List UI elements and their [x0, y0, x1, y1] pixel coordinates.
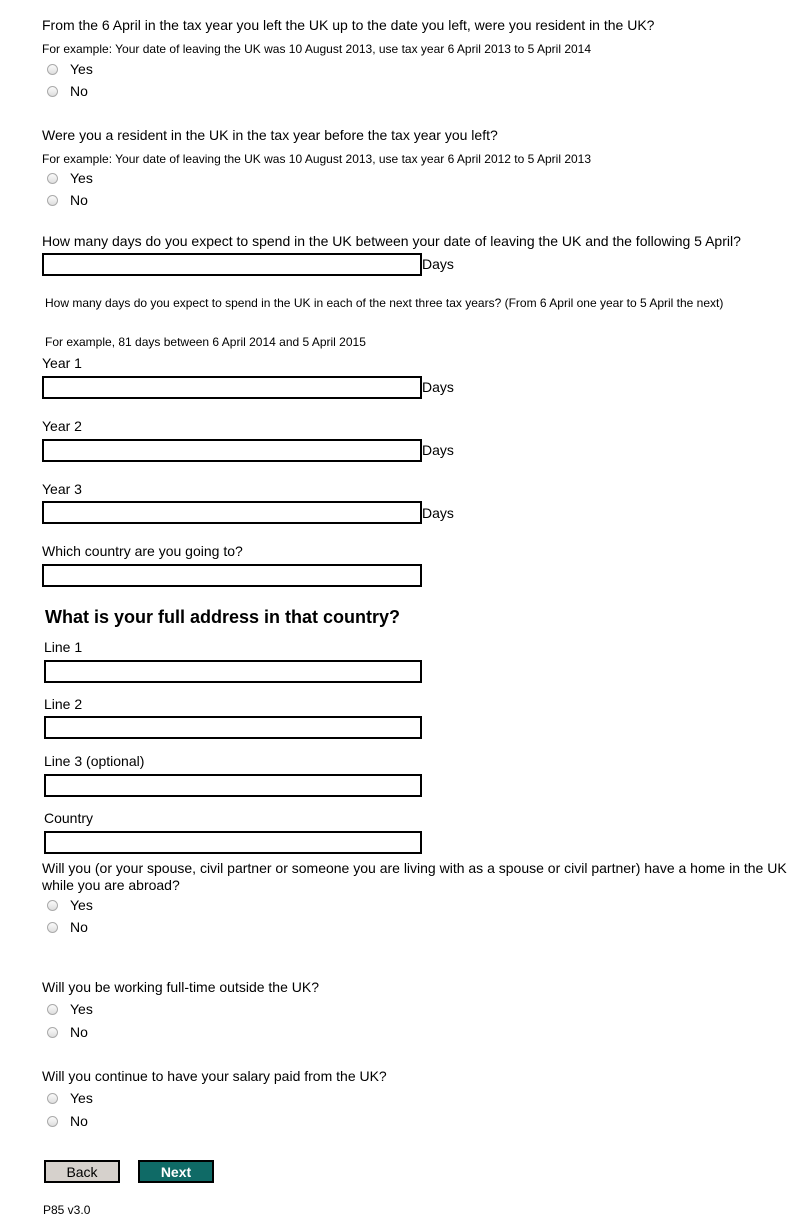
q8-question: Will you continue to have your salary paid from the UK?	[42, 1068, 387, 1084]
radio-button[interactable]	[47, 1116, 58, 1127]
q8-option-yes[interactable]	[47, 1088, 93, 1108]
q8-radio-group	[47, 1088, 93, 1131]
days-unit-label: Days	[422, 505, 454, 521]
q4-question: How many days do you expect to spend in the UK in each of the next three tax years? (From 6 April one year to 5 April the next)	[45, 296, 724, 310]
year1-days-input[interactable]	[42, 376, 422, 399]
q6-radio-group	[47, 895, 93, 937]
q7-option-yes[interactable]	[47, 999, 93, 1019]
q4-hint: For example, 81 days between 6 April 2014 and 5 April 2015	[45, 335, 366, 349]
q1-option-no[interactable]	[47, 81, 93, 101]
q1-hint: For example: Your date of leaving the UK was 10 August 2013, use tax year 6 April 2013 to 5 April 2014	[42, 42, 592, 56]
q2-radio-group	[47, 168, 93, 210]
option-label: No	[70, 1024, 88, 1040]
address-heading: What is your full address in that country?	[45, 607, 401, 627]
radio-button[interactable]	[47, 195, 58, 206]
address-line1-label: Line 1	[44, 639, 83, 655]
q1-option-yes[interactable]	[47, 59, 93, 79]
q2-hint: For example: Your date of leaving the UK was 10 August 2013, use tax year 6 April 2012 to 5 April 2013	[42, 152, 592, 166]
days-unit-label: Days	[422, 442, 454, 458]
radio-button[interactable]	[47, 922, 58, 933]
option-label: Yes	[70, 61, 93, 77]
back-button[interactable]: Back	[44, 1160, 120, 1183]
destination-country-input[interactable]	[42, 564, 422, 587]
address-line3-input[interactable]	[44, 774, 422, 797]
address-country-label: Country	[44, 810, 94, 826]
address-line1-input[interactable]	[44, 660, 422, 683]
q1-question: From the 6 April in the tax year you left the UK up to the date you left, were you resident in the UK?	[42, 17, 655, 33]
option-label: No	[70, 919, 88, 935]
option-label: Yes	[70, 1001, 93, 1017]
q8-option-no[interactable]	[47, 1111, 93, 1131]
q2-option-no[interactable]	[47, 190, 93, 210]
q2-option-yes[interactable]	[47, 168, 93, 188]
radio-button[interactable]	[47, 1093, 58, 1104]
address-line3-label: Line 3 (optional)	[44, 753, 145, 769]
year3-days-input[interactable]	[42, 501, 422, 524]
version-label: P85 v3.0	[43, 1203, 91, 1217]
q7-radio-group	[47, 999, 93, 1042]
address-country-input[interactable]	[44, 831, 422, 854]
year3-label: Year 3	[42, 481, 82, 497]
q5-question: Which country are you going to?	[42, 543, 243, 559]
year2-days-input[interactable]	[42, 439, 422, 462]
option-label: No	[70, 83, 88, 99]
q2-question: Were you a resident in the UK in the tax year before the tax year you left?	[42, 127, 498, 143]
radio-button[interactable]	[47, 900, 58, 911]
radio-button[interactable]	[47, 173, 58, 184]
option-label: No	[70, 192, 88, 208]
q7-option-no[interactable]	[47, 1022, 93, 1042]
days-unit-label: Days	[422, 256, 454, 272]
next-button[interactable]: Next	[138, 1160, 214, 1183]
radio-button[interactable]	[47, 86, 58, 97]
year2-label: Year 2	[42, 418, 82, 434]
option-label: Yes	[70, 1090, 93, 1106]
address-line2-label: Line 2	[44, 696, 83, 712]
option-label: No	[70, 1113, 88, 1129]
days-before-april-input[interactable]	[42, 253, 422, 276]
q7-question: Will you be working full-time outside the UK?	[42, 979, 320, 995]
q6-option-yes[interactable]	[47, 895, 93, 915]
option-label: Yes	[70, 170, 93, 186]
option-label: Yes	[70, 897, 93, 913]
radio-button[interactable]	[47, 64, 58, 75]
q1-radio-group	[47, 59, 93, 101]
radio-button[interactable]	[47, 1027, 58, 1038]
radio-button[interactable]	[47, 1004, 58, 1015]
q3-question: How many days do you expect to spend in the UK between your date of leaving the UK and the following 5 April?	[42, 233, 741, 249]
days-unit-label: Days	[422, 379, 454, 395]
q6-question: Will you (or your spouse, civil partner or someone you are living with as a spouse or civil partner) have a home in the UK while you are abroad?	[42, 860, 787, 893]
year1-label: Year 1	[42, 355, 82, 371]
q6-option-no[interactable]	[47, 917, 93, 937]
address-line2-input[interactable]	[44, 716, 422, 739]
